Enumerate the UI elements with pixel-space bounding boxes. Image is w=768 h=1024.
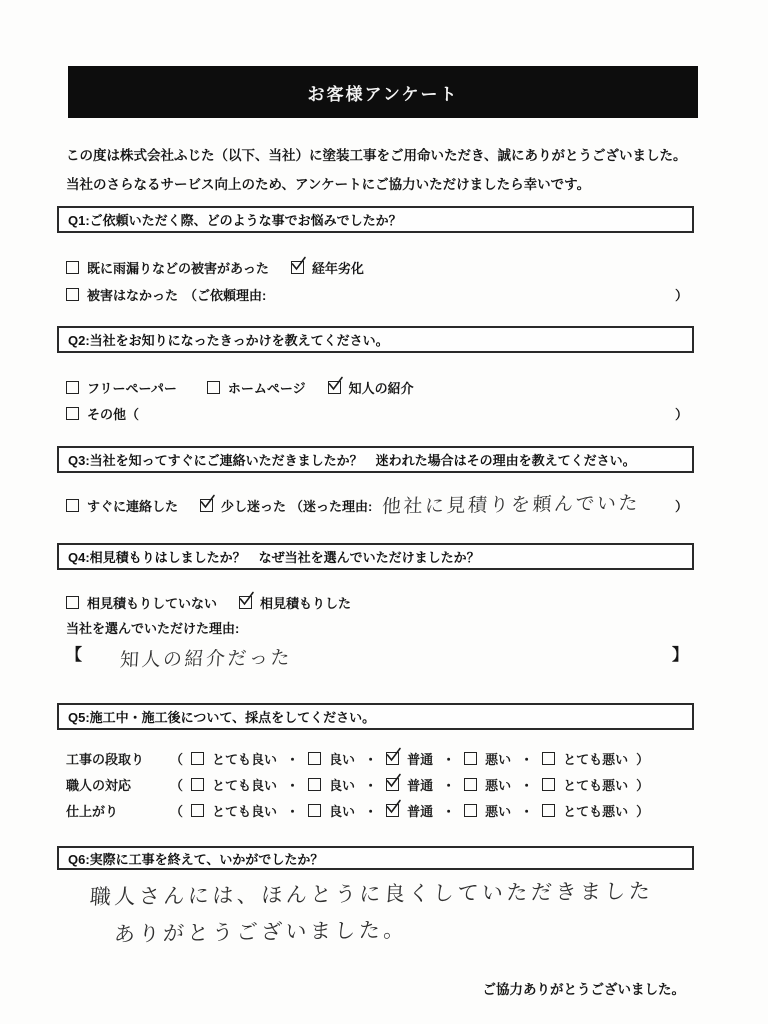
- q1-reason-label: （ご依頼理由:: [184, 288, 267, 303]
- q4-handwritten-reason: 知人の紹介だった: [119, 647, 293, 671]
- q5-paren-close: ）: [636, 778, 650, 793]
- checkbox-unchecked[interactable]: [308, 778, 321, 791]
- checkbox-unchecked[interactable]: [464, 778, 477, 791]
- option-separator: ・: [442, 752, 456, 767]
- q5-r2-very-good: [191, 775, 277, 794]
- q5-row-label: 職人の対応: [66, 778, 132, 793]
- q5-scale-label: 普通: [407, 778, 434, 793]
- q5-paren-close: ）: [636, 804, 650, 819]
- footer-thanks: ご協力ありがとうございました。: [482, 982, 685, 997]
- q1-option-aging-label: 経年劣化: [311, 261, 364, 276]
- q3-handwritten-reason: 他社に見積りを頼んでいた: [381, 492, 641, 518]
- q6-handwritten-line-2: ありがとうございました。: [113, 918, 409, 947]
- q2-options-line-1: [66, 378, 688, 397]
- q5-r1-good: [308, 749, 355, 768]
- q4-options-line: [66, 593, 688, 612]
- checkbox-unchecked[interactable]: [308, 804, 321, 817]
- q5-r2-bad: [464, 775, 511, 794]
- q5-scale-label: 普通: [407, 752, 434, 767]
- option-separator: ・: [520, 804, 534, 819]
- q1-options-line-2: [66, 285, 688, 304]
- checkbox-unchecked[interactable]: [66, 596, 79, 609]
- q2-header-box: [57, 326, 694, 353]
- check-icon: [385, 773, 402, 790]
- option-separator: ・: [286, 752, 300, 767]
- intro-paragraph: [66, 141, 716, 199]
- q2-option-homepage-label: ホームページ: [227, 381, 306, 396]
- q4-reason-label-line: [66, 618, 688, 637]
- q4-option-no-quote: [66, 593, 217, 612]
- checkbox-unchecked[interactable]: [542, 778, 555, 791]
- option-separator: ・: [364, 778, 378, 793]
- checkbox-unchecked[interactable]: [66, 288, 79, 301]
- checkbox-unchecked[interactable]: [191, 778, 204, 791]
- checkbox-unchecked[interactable]: [66, 499, 79, 512]
- checkbox-unchecked[interactable]: [542, 752, 555, 765]
- q5-paren-open: （: [170, 752, 184, 767]
- intro-line-1: この度は株式会社ふじた（以下、当社）に塗装工事をご用命いただき、誠にありがとうございました。: [66, 148, 687, 163]
- q5-r2-good: [308, 775, 355, 794]
- checkbox-unchecked[interactable]: [191, 804, 204, 817]
- q5-paren-open: （: [170, 778, 184, 793]
- option-separator: ・: [520, 778, 534, 793]
- q5-scale-label: 普通: [407, 804, 434, 819]
- checkbox-checked[interactable]: [291, 261, 304, 274]
- q5-r1-very-good: [191, 749, 277, 768]
- intro-line-2: 当社のさらなるサービス向上のため、アンケートにご協力いただけましたら幸いです。: [66, 177, 591, 192]
- q5-r1-bad: [464, 749, 511, 768]
- q5-paren-open: （: [170, 804, 184, 819]
- q5-scale-label: 悪い: [485, 752, 512, 767]
- q2-option-homepage: [207, 378, 306, 397]
- q5-paren-close: ）: [636, 752, 650, 767]
- check-icon: [238, 591, 255, 608]
- q2-close-paren: ）: [674, 407, 688, 422]
- q5-row-craftsman-response: [66, 775, 690, 794]
- checkbox-unchecked[interactable]: [191, 752, 204, 765]
- q1-option-no-damage: [66, 285, 178, 304]
- q4-reason-label: 当社を選んでいただけた理由:: [66, 621, 240, 636]
- q5-scale-label: とても良い: [212, 778, 278, 793]
- q5-row-label: 工事の段取り: [66, 752, 145, 767]
- q4-header: Q4:相見積もりはしましたか？ なぜ当社を選んでいただけましたか？: [68, 550, 480, 565]
- q5-scale-label: とても良い: [212, 804, 278, 819]
- q5-scale-label: 良い: [329, 804, 356, 819]
- q5-r2-very-bad: [542, 775, 628, 794]
- q2-option-freepaper: [66, 378, 177, 397]
- checkbox-unchecked[interactable]: [66, 261, 79, 274]
- q2-option-referral-label: 知人の紹介: [348, 381, 414, 396]
- option-separator: ・: [364, 752, 378, 767]
- q5-row-finish: [66, 801, 690, 820]
- q6-handwritten-line-1: 職人さんには、ほんとうに良くしていただきました: [89, 880, 655, 909]
- q6-header: Q6:実際に工事を終えて、いかがでしたか？: [68, 851, 324, 867]
- checkbox-checked[interactable]: [239, 596, 252, 609]
- checkbox-unchecked[interactable]: [464, 804, 477, 817]
- checkbox-checked[interactable]: [200, 499, 213, 512]
- option-separator: ・: [286, 778, 300, 793]
- q3-option-immediately: [66, 496, 178, 515]
- q4-answer-line: [66, 638, 688, 671]
- q4-bracket-open: 【: [66, 646, 83, 664]
- q4-option-quote-label: 相見積もりした: [260, 596, 352, 611]
- check-icon: [290, 256, 307, 273]
- q5-scale-label: 良い: [329, 752, 356, 767]
- option-separator: ・: [442, 804, 456, 819]
- q5-row-label: 仕上がり: [66, 804, 119, 819]
- q2-option-referral: [328, 378, 414, 397]
- q5-scale-label: 悪い: [485, 778, 512, 793]
- q5-scale-label: とても悪い: [563, 752, 629, 767]
- q1-close-paren: ）: [674, 288, 688, 303]
- q5-header: Q5:施工中・施工後について、採点をしてください。: [68, 710, 376, 725]
- q2-option-other: [66, 404, 139, 423]
- q2-options-line-2: [66, 404, 688, 423]
- q5-r3-bad: [464, 801, 511, 820]
- check-icon: [385, 747, 402, 764]
- option-separator: ・: [364, 804, 378, 819]
- form-title-banner: [68, 66, 698, 118]
- q2-option-freepaper-label: フリーペーパー: [87, 381, 177, 396]
- q1-options-line-1: [66, 258, 688, 277]
- q5-r3-very-good: [191, 801, 277, 820]
- option-separator: ・: [442, 778, 456, 793]
- q3-options-line: [66, 492, 688, 518]
- q1-option-damage: [66, 258, 269, 277]
- checkbox-unchecked[interactable]: [66, 381, 79, 394]
- q3-option-hesitated-label: 少し迷った: [221, 498, 287, 514]
- q3-option-immediately-label: すぐに連絡した: [87, 498, 179, 514]
- checkbox-checked[interactable]: [386, 804, 399, 817]
- check-icon: [327, 376, 344, 393]
- q1-option-aging: [291, 258, 364, 277]
- q1-option-damage-label: 既に雨漏りなどの被害があった: [87, 261, 269, 276]
- option-separator: ・: [520, 752, 534, 767]
- q3-header: Q3:当社を知ってすぐにご連絡いただきましたか？ 迷われた場合はその理由を教えてください。: [68, 453, 636, 468]
- q5-r2-normal: [386, 775, 433, 794]
- q5-r1-very-bad: [542, 749, 628, 768]
- q5-r1-normal: [386, 749, 433, 768]
- q4-option-no-quote-label: 相見積もりしていない: [87, 596, 218, 611]
- q5-row-work-arrangement: [66, 749, 690, 768]
- q3-close-paren: ）: [674, 498, 688, 514]
- q5-scale-label: 良い: [329, 778, 356, 793]
- q4-header-box: [57, 543, 694, 570]
- q5-header-box: [57, 703, 694, 730]
- q5-scale-label: とても悪い: [563, 778, 629, 793]
- q5-scale-label: とても悪い: [563, 804, 629, 819]
- q5-r3-normal: [386, 801, 433, 820]
- q1-header-box: [57, 206, 694, 233]
- checkbox-checked[interactable]: [386, 752, 399, 765]
- q3-option-hesitated: [200, 496, 286, 515]
- checkbox-unchecked[interactable]: [207, 381, 220, 394]
- checkbox-checked[interactable]: [386, 778, 399, 791]
- q6-header-box: [57, 846, 694, 870]
- q5-scale-label: とても良い: [212, 752, 278, 767]
- q3-header-box: [57, 446, 694, 473]
- checkbox-unchecked[interactable]: [464, 752, 477, 765]
- checkbox-unchecked[interactable]: [308, 752, 321, 765]
- check-icon: [385, 799, 402, 816]
- q4-bracket-close: 】: [671, 646, 688, 664]
- q1-header: Q1:ご依頼いただく際、どのような事でお悩みでしたか？: [68, 213, 402, 228]
- checkbox-checked[interactable]: [328, 381, 341, 394]
- checkbox-unchecked[interactable]: [542, 804, 555, 817]
- q2-option-other-label: その他（: [87, 407, 140, 422]
- checkbox-unchecked[interactable]: [66, 407, 79, 420]
- q5-r3-very-bad: [542, 801, 628, 820]
- q4-option-quote: [239, 593, 351, 612]
- option-separator: ・: [286, 804, 300, 819]
- form-title: お客様アンケート: [307, 84, 459, 104]
- q3-reason-label: （迷った理由:: [290, 498, 373, 514]
- q5-r3-good: [308, 801, 355, 820]
- q2-header: Q2:当社をお知りになったきっかけを教えてください。: [68, 333, 389, 348]
- q1-option-no-damage-label: 被害はなかった: [87, 288, 179, 303]
- check-icon: [199, 494, 216, 511]
- q5-scale-label: 悪い: [485, 804, 512, 819]
